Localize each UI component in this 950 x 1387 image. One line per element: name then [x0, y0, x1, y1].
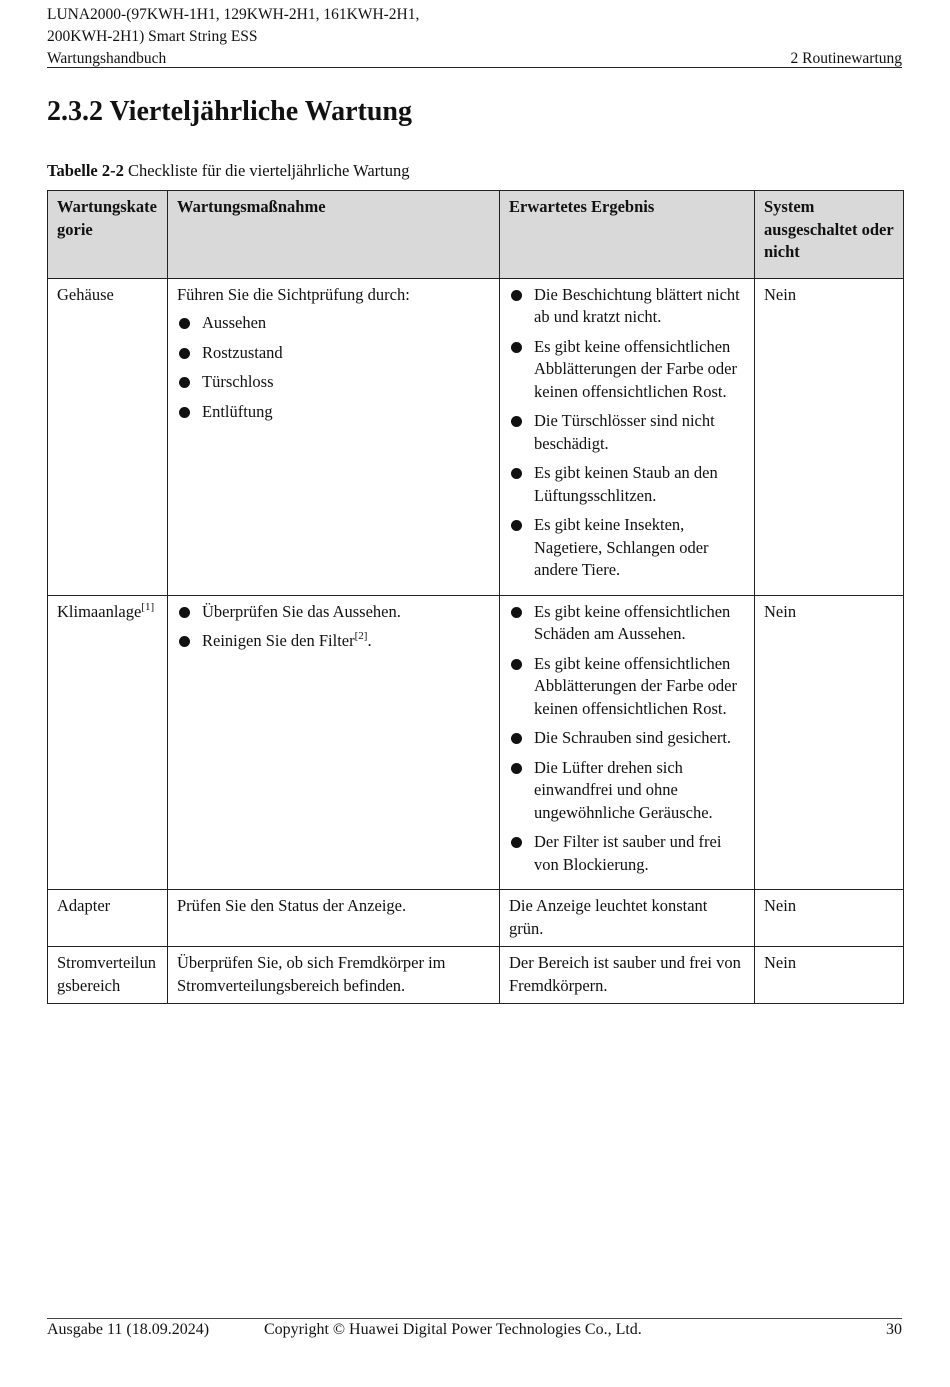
list-item: Es gibt keine Insekten, Nagetiere, Schlangen oder andere Tiere.: [509, 514, 745, 582]
row-system-off: Nein: [755, 947, 904, 1004]
table-row: [48, 595, 904, 890]
maintenance-checklist-table: [47, 190, 904, 1004]
list-item: Die Beschichtung blättert nicht ab und kratzt nicht.: [509, 284, 745, 329]
header-manual-name: Wartungshandbuch: [47, 50, 167, 67]
list-item-text: Reinigen Sie den Filter: [202, 631, 355, 650]
table-row: [48, 890, 904, 947]
row-measure: [168, 278, 500, 595]
list-item: Entlüftung: [177, 401, 490, 424]
list-item: Es gibt keine offensichtlichen Abblätterungen der Farbe oder keinen offensichtlichen Rost.: [509, 653, 745, 721]
table-row: [48, 278, 904, 595]
list-item: Die Schrauben sind gesichert.: [509, 727, 745, 750]
list-item: Rostzustand: [177, 342, 490, 365]
category-label: Klimaanlage: [57, 601, 142, 621]
header-category: Wartungskategorie: [48, 191, 168, 279]
footer-copyright: Copyright © Huawei Digital Power Technologies Co., Ltd.: [264, 1321, 642, 1338]
row-expected-result: Die Anzeige leuchtet konstant grün.: [500, 890, 755, 947]
row-system-off: Nein: [755, 595, 904, 890]
header-product-line-1: LUNA2000-(97KWH-1H1, 129KWH-2H1, 161KWH-2H1,: [47, 6, 420, 23]
list-item: Die Türschlösser sind nicht beschädigt.: [509, 410, 745, 455]
page-header: [47, 4, 902, 70]
row-expected-result: Der Bereich ist sauber und frei von Fremdkörpern.: [500, 947, 755, 1004]
row-category: Gehäuse: [48, 278, 168, 595]
row-measure: Prüfen Sie den Status der Anzeige.: [168, 890, 500, 947]
row-measure: Überprüfen Sie, ob sich Fremdkörper im Stromverteilungsbereich befinden.: [168, 947, 500, 1004]
section-title: 2.3.2 Vierteljährliche Wartung: [47, 96, 412, 127]
list-item: Es gibt keine offensichtlichen Abblätterungen der Farbe oder keinen offensichtlichen Rost.: [509, 336, 745, 404]
measure-list: [177, 601, 490, 653]
header-measure: Wartungsmaßnahme: [168, 191, 500, 279]
list-item: Aussehen: [177, 312, 490, 335]
row-system-off: Nein: [755, 890, 904, 947]
row-category: Stromverteilungsbereich: [48, 947, 168, 1004]
list-item: Türschloss: [177, 371, 490, 394]
row-category: Adapter: [48, 890, 168, 947]
list-item: Reinigen Sie den Filter[2].: [177, 630, 490, 653]
list-item: Die Lüfter drehen sich einwandfrei und ohne ungewöhnliche Geräusche.: [509, 757, 745, 825]
row-expected-result: [500, 278, 755, 595]
footnote-ref: [1]: [141, 600, 155, 613]
row-system-off: Nein: [755, 278, 904, 595]
header-chapter: 2 Routinewartung: [790, 50, 902, 67]
footnote-ref: [2]: [354, 630, 368, 642]
list-item: Der Filter ist sauber und frei von Blockierung.: [509, 831, 745, 876]
header-divider: [47, 67, 902, 68]
result-list: [509, 601, 745, 877]
row-category: [48, 595, 168, 890]
list-item: Es gibt keinen Staub an den Lüftungsschlitzen.: [509, 462, 745, 507]
table-row: [48, 947, 904, 1004]
table-header-row: [48, 191, 904, 279]
measure-intro: Führen Sie die Sichtprüfung durch:: [177, 284, 410, 304]
list-item: Überprüfen Sie das Aussehen.: [177, 601, 490, 624]
header-system-off: System ausgeschaltet oder nicht: [755, 191, 904, 279]
page-number: 30: [886, 1321, 902, 1338]
table-caption: [47, 160, 410, 182]
result-list: [509, 284, 745, 582]
row-measure: [168, 595, 500, 890]
table-caption-label: Tabelle 2-2: [47, 161, 124, 180]
header-product-line-2: 200KWH-2H1) Smart String ESS: [47, 28, 258, 45]
list-item: Es gibt keine offensichtlichen Schäden am Aussehen.: [509, 601, 745, 646]
header-expected-result: Erwartetes Ergebnis: [500, 191, 755, 279]
footer-edition: Ausgabe 11 (18.09.2024): [47, 1321, 210, 1338]
measure-list: [177, 312, 490, 423]
table-caption-text: Checkliste für die vierteljährliche Wartung: [123, 161, 410, 180]
row-expected-result: [500, 595, 755, 890]
